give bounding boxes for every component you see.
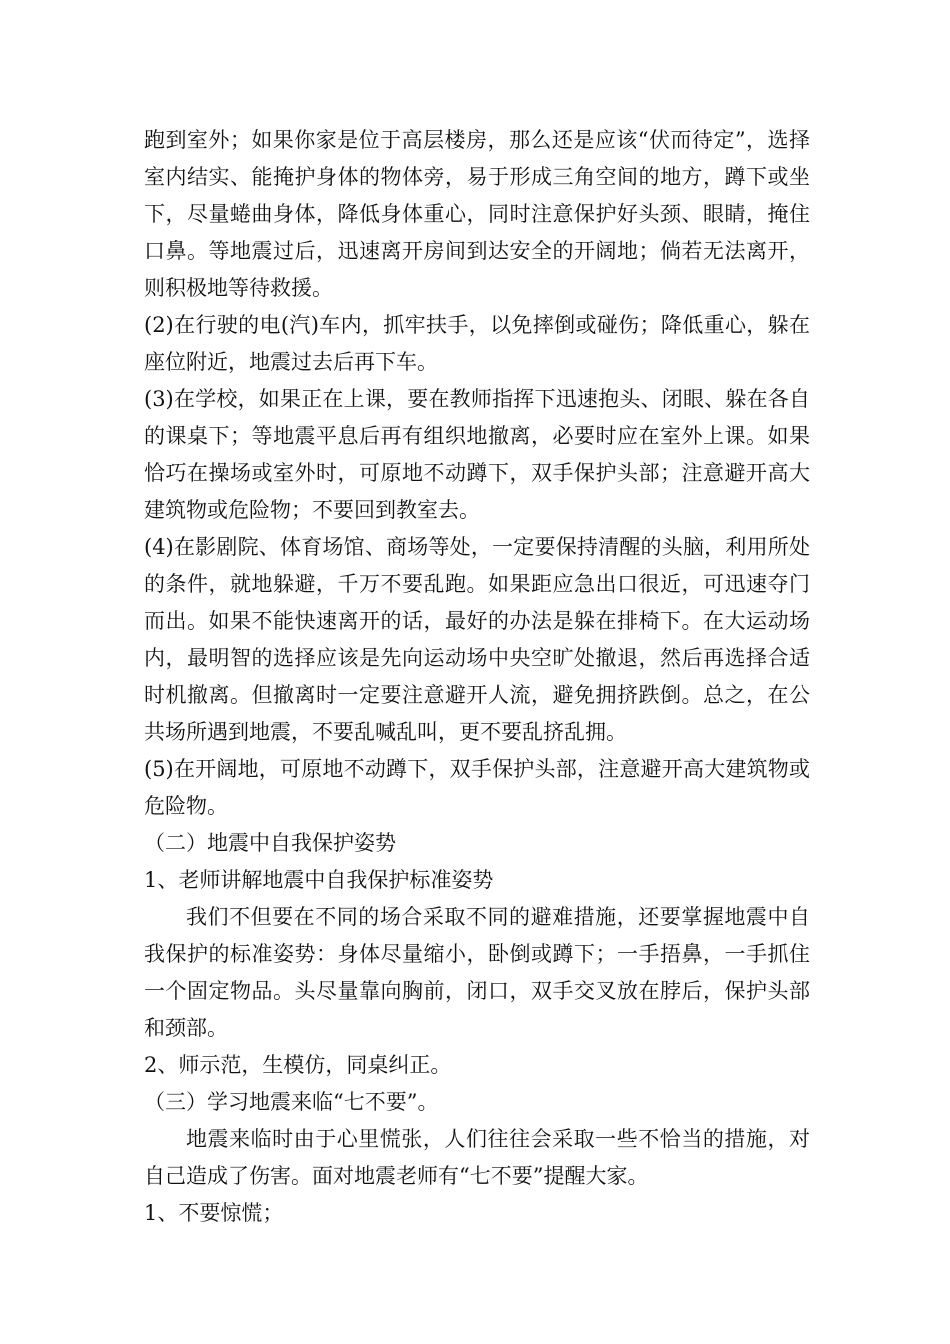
subheading-1: 1、老师讲解地震中自我保护标准姿势 bbox=[144, 868, 494, 892]
list-item-1: 1、不要惊慌； bbox=[144, 1201, 284, 1225]
section-heading-2: （二）地震中自我保护姿势 bbox=[144, 831, 396, 855]
paragraph-posture: 我们不但要在不同的场合采取不同的避难措施，还要掌握地震中自我保护的标准姿势：身体尽量缩小，卧倒或蹲下；一手捂鼻，一手抓住一个固定物品。头尽量靠向胸前，闭口，双手交叉放在脖后，保护头部和颈部。 bbox=[144, 905, 810, 1040]
document-page bbox=[144, 122, 810, 1232]
paragraph-seven-donts: 地震来临时由于心里慌张，人们往往会采取一些不恰当的措施，对自己造成了伤害。面对地震老师有“七不要”提醒大家。 bbox=[144, 1127, 810, 1188]
paragraph-continuation: 跑到室外；如果你家是位于高层楼房，那么还是应该“伏而待定”，选择室内结实、能掩护身体的物体旁，易于形成三角空间的地方，蹲下或坐下，尽量蜷曲身体，降低身体重心，同时注意保护好头颈、眼睛，掩住口鼻。等地震过后，迅速离开房间到达安全的开阔地；倘若无法离开，则积极地等待救援。 bbox=[144, 128, 810, 300]
section-heading-3: （三）学习地震来临“七不要”。 bbox=[144, 1090, 439, 1114]
paragraph-item-3: (3)在学校，如果正在上课，要在教师指挥下迅速抱头、闭眼、躲在各自的课桌下；等地震平息后再有组织地撤离，必要时应在室外上课。如果恰巧在操场或室外时，可原地不动蹲下，双手保护头部；注意避开高大建筑物或危险物；不要回到教室去。 bbox=[144, 387, 810, 522]
paragraph-item-4: (4)在影剧院、体育场馆、商场等处，一定要保持清醒的头脑，利用所处的条件，就地躲避，千万不要乱跑。如果距应急出口很近，可迅速夺门而出。如果不能快速离开的话，最好的办法是躲在排椅下。在大运动场内，最明智的选择应该是先向运动场中央空旷处撤退，然后再选择合适时机撤离。但撤离时一定要注意避开人流，避免拥挤跌倒。总之，在公共场所遇到地震，不要乱喊乱叫，更不要乱挤乱拥。 bbox=[144, 535, 810, 744]
paragraph-item-2: (2)在行驶的电(汽)车内，抓牢扶手，以免摔倒或碰伤；降低重心，躲在座位附近，地震过去后再下车。 bbox=[144, 313, 810, 374]
paragraph-item-5: (5)在开阔地，可原地不动蹲下，双手保护头部，注意避开高大建筑物或危险物。 bbox=[144, 757, 810, 818]
subheading-2: 2、师示范，生模仿，同桌纠正。 bbox=[144, 1053, 452, 1077]
